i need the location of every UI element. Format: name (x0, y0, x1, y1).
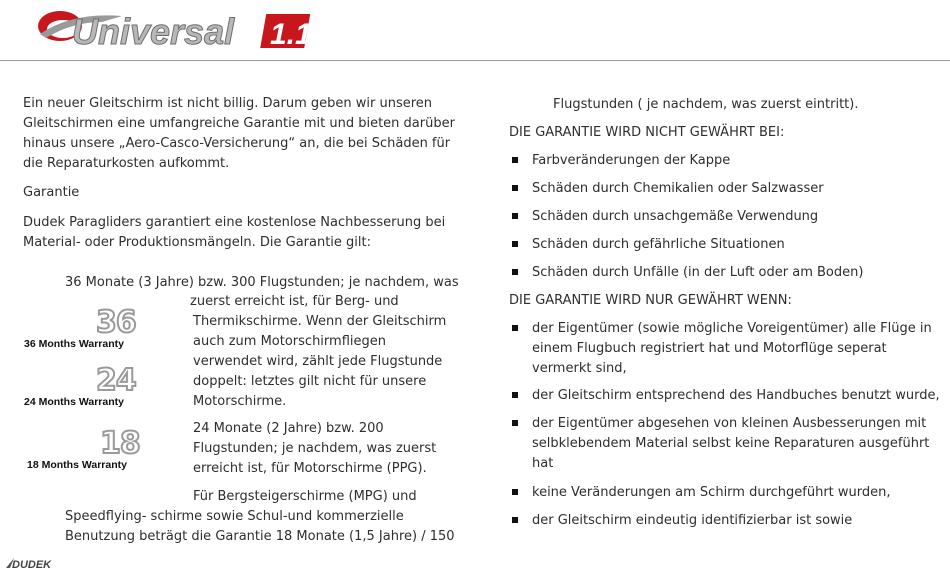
garantie-heading: Garantie (23, 185, 80, 200)
bullet-icon (512, 420, 518, 426)
list-item: Schäden durch Chemikalien oder Salzwasser (532, 181, 824, 196)
intro-paragraph: Ein neuer Gleitschirm ist nicht billig. Darum geben wir unseren Gleitschirmen eine umfangreiche Garantie mit und bieten darüber hinaus unsere „Aero-Casco-Versicherung“ an, die bei Schäden für die Reparaturkosten aufkommt. (23, 96, 455, 171)
dudek-logo (4, 556, 74, 572)
footer-brand: DUDEK (12, 559, 52, 571)
warranty-24-paragraph: 24 Monate (2 Jahre) bzw. 200 Flugstunden; je nachdem, was zuerst erreicht ist, für Motorschirme (PPG). (193, 421, 437, 476)
garantie-paragraph: Dudek Paragliders garantiert eine kostenlose Nachbesserung bei Material- oder Produktionsmängeln. Die Garantie gilt: (23, 215, 446, 250)
only-if-heading: DIE GARANTIE WIRD NUR GEWÄHRT WENN: (509, 293, 792, 308)
bullet-icon (512, 269, 518, 275)
warranty-36-paragraph: Thermikschirme. Wenn der Gleitschirm auch zum Motorschirmfliegen verwendet wird, zählt jede Flugstunde doppelt: letztes gilt nicht für unsere Motorschirme. (193, 314, 447, 409)
badge-18-number: 18 (100, 426, 140, 461)
warranty-18-first-line: Für Bergsteigerschirme (MPG) und (193, 489, 417, 504)
list-item: der Eigentümer (sowie mögliche Voreigentümer) alle Flüge in einem Flugbuch registriert hat und Motorflüge seperat vermerkt sind, (532, 321, 932, 376)
badge-24-number: 24 (96, 363, 136, 398)
warranty-36-first-line: 36 Monate (3 Jahre) bzw. 300 Flugstunden; je nachdem, was (65, 275, 459, 290)
bullet-icon (512, 185, 518, 191)
list-item: der Gleitschirm eindeutig identifizierbar ist sowie (532, 513, 853, 528)
warranty-18-line: Benutzung beträgt die Garantie 18 Monate (1,5 Jahre) / 150 (65, 529, 455, 544)
list-item: Schäden durch gefährliche Situationen (532, 237, 785, 252)
bullet-icon (512, 213, 518, 219)
list-item: keine Veränderungen am Schirm durchgeführt wurden, (532, 485, 891, 500)
not-granted-heading: DIE GARANTIE WIRD NICHT GEWÄHRT BEI: (509, 125, 785, 140)
header-divider (0, 60, 950, 61)
bullet-icon (512, 325, 518, 331)
list-item: der Gleitschirm entsprechend des Handbuches benutzt wurde, (532, 388, 940, 403)
logo-text: Universal (72, 11, 235, 52)
logo-version: 1.1 (270, 18, 312, 51)
warranty-18-line: Speedflying- schirme sowie Schul-und kommerzielle (65, 509, 404, 524)
continuation-line: Flugstunden ( je nachdem, was zuerst eintritt). (553, 97, 859, 112)
bullet-icon (512, 157, 518, 163)
bullet-icon (512, 517, 518, 523)
list-item: der Eigentümer abgesehen von kleinen Ausbesserungen mit selbklebendem Material selbst keine Reparaturen ausgeführt hat (532, 416, 930, 471)
bullet-icon (512, 241, 518, 247)
badge-24-label: 24 Months Warranty (24, 396, 124, 408)
universal-logo (32, 4, 322, 54)
list-item: Schäden durch unsachgemäße Verwendung (532, 209, 819, 224)
list-item: Schäden durch Unfälle (in der Luft oder am Boden) (532, 265, 864, 280)
badge-36-number: 36 (96, 305, 136, 340)
bullet-icon (512, 392, 518, 398)
bullet-icon (512, 489, 518, 495)
badge-18-label: 18 Months Warranty (27, 459, 127, 471)
warranty-36-line: zuerst erreicht ist, für Berg- und (190, 294, 399, 309)
badge-36-label: 36 Months Warranty (24, 338, 124, 350)
list-item: Farbveränderungen der Kappe (532, 153, 731, 168)
